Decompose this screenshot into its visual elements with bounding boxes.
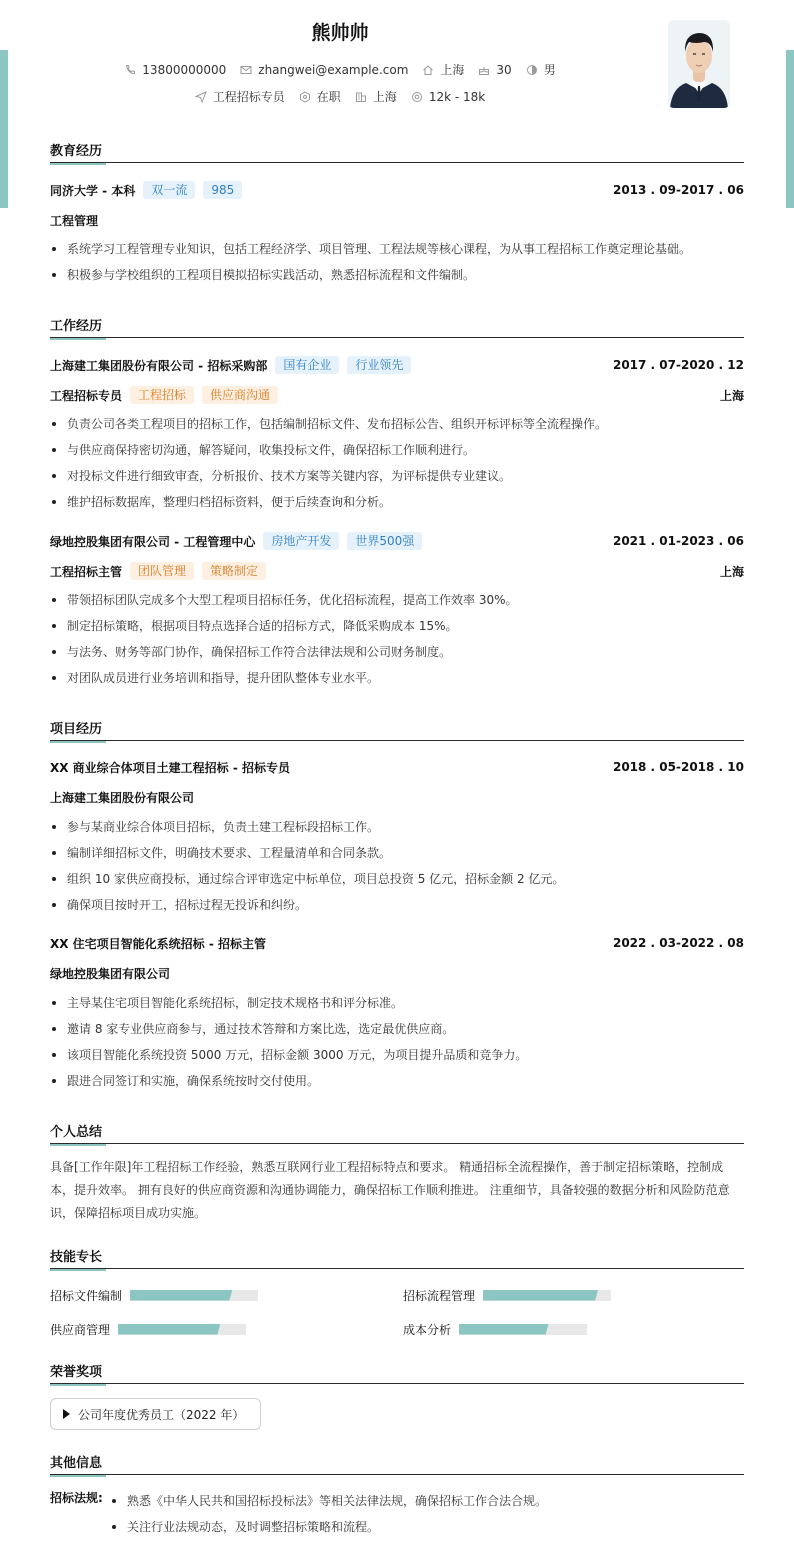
title-accent <box>50 1144 106 1146</box>
status-text: 在职 <box>316 90 341 104</box>
skill-item <box>403 1322 587 1336</box>
education-title: 教育经历 <box>50 144 103 159</box>
awards-header <box>50 1358 744 1384</box>
list-item: 主导某住宅项目智能化系统招标，制定技术规格书和评分标准。 <box>50 993 744 1019</box>
city-text: 上海 <box>440 63 465 77</box>
expected-city-text: 上海 <box>372 90 397 104</box>
list-item: 确保项目按时开工，招标过程无投诉和纠纷。 <box>50 895 744 921</box>
project-org: 绿地控股集团有限公司 <box>50 966 171 981</box>
title-accent <box>50 338 106 340</box>
gender-info <box>526 61 556 78</box>
summary-line: 本，提升效率。 拥有良好的供应商资源和沟通协调能力，确保招标工作顺利推进。 注重细节，具备较强的数据分析和风险防范意 <box>50 1183 730 1197</box>
email-info <box>240 63 408 77</box>
list-item: 带领招标团队完成多个大型工程项目招标任务，优化招标流程，提高工作效率 30%。 <box>50 590 744 616</box>
city-info <box>422 61 464 78</box>
work-location: 上海 <box>719 564 744 579</box>
summary-text <box>50 1156 744 1225</box>
skills-section <box>50 1243 744 1343</box>
role-row <box>50 385 744 405</box>
other-title: 其他信息 <box>50 1456 103 1471</box>
list-item: 熟悉《中华人民共和国招标投标法》等相关法律法规，确保招标工作合法合规。 <box>110 1491 744 1517</box>
list-item: 该项目智能化系统投资 5000 万元，招标金额 3000 万元，为项目提升品质和竞争力。 <box>50 1045 744 1071</box>
role-name: 工程招标主管 <box>50 564 123 579</box>
skill-item <box>50 1322 246 1336</box>
skill-bar-track <box>483 1290 611 1301</box>
other-bullets <box>110 1491 744 1543</box>
salary-text: 12k - 18k <box>428 89 486 104</box>
skill-bar-fill <box>483 1290 598 1301</box>
project-org-row <box>50 787 744 807</box>
project-bullets <box>50 817 744 921</box>
skill-item <box>50 1288 258 1302</box>
projects-section <box>50 715 744 1095</box>
age-text: 30 <box>496 62 512 77</box>
send-icon <box>195 91 207 103</box>
list-item: 积极参与学校组织的工程项目模拟招标实践活动，熟悉招标流程和文件编制。 <box>50 265 744 291</box>
list-item: 对团队成员进行业务培训和指导，提升团队整体专业水平。 <box>50 668 744 694</box>
coin-icon <box>411 91 423 103</box>
role-tag: 团队管理 <box>130 562 194 580</box>
project-entry-row <box>50 933 744 953</box>
project-entry-row <box>50 757 744 777</box>
avatar-illustration <box>668 20 730 108</box>
list-item: 组织 10 家供应商投标，通过综合评审选定中标单位，项目总投资 5 亿元，招标金额 2 亿元。 <box>50 869 744 895</box>
education-header <box>50 137 744 163</box>
award-text: 公司年度优秀员工（2022 年） <box>78 1407 245 1422</box>
home-icon <box>422 64 434 76</box>
project-period: 2022 . 03-2022 . 08 <box>612 936 744 950</box>
education-entry-row <box>50 180 744 200</box>
title-accent <box>50 1384 106 1386</box>
skill-bar-track <box>130 1290 258 1301</box>
work-entry-row <box>50 355 744 375</box>
skill-bar-fill <box>118 1324 220 1335</box>
list-item: 系统学习工程管理专业知识，包括工程经济学、项目管理、工程法规等核心课程，为从事工程招标工作奠定理论基础。 <box>50 239 744 265</box>
work-period: 2017 . 07-2020 . 12 <box>612 358 744 372</box>
school-tag: 双一流 <box>143 181 195 199</box>
list-item: 参与某商业综合体项目招标，负责土建工程标段招标工作。 <box>50 817 744 843</box>
status-info <box>299 88 341 105</box>
company-tag: 行业领先 <box>347 356 411 374</box>
skill-name: 供应商管理 <box>50 1322 111 1337</box>
skill-bar-track <box>459 1324 587 1335</box>
title-accent <box>50 163 106 165</box>
intent-row <box>0 88 680 105</box>
list-item: 编制详细招标文件，明确技术要求、工程量清单和合同条款。 <box>50 843 744 869</box>
company-tag: 世界500强 <box>347 532 422 550</box>
education-bullets <box>50 239 744 291</box>
work-header <box>50 312 744 338</box>
list-item: 负责公司各类工程项目的招标工作，包括编制招标文件、发布招标公告、组织开标评标等全流程操作。 <box>50 414 744 440</box>
work-period: 2021 . 01-2023 . 06 <box>612 534 744 548</box>
education-section <box>50 137 744 287</box>
list-item: 对投标文件进行细致审查，分析报价、技术方案等关键内容，为评标提供专业建议。 <box>50 466 744 492</box>
job-target-info <box>195 88 285 105</box>
company-name: 绿地控股集团有限公司 - 工程管理中心 <box>50 534 256 549</box>
summary-header <box>50 1118 744 1144</box>
work-section <box>50 312 744 692</box>
caret-right-icon <box>63 1409 70 1419</box>
list-item: 关注行业法规动态，及时调整招标策略和流程。 <box>110 1517 744 1543</box>
project-period: 2018 . 05-2018 . 10 <box>612 760 744 774</box>
phone-info <box>124 63 226 77</box>
role-row <box>50 561 744 581</box>
gender-icon <box>526 64 538 76</box>
email-text: zhangwei@example.com <box>258 62 409 77</box>
project-name: XX 商业综合体项目土建工程招标 - 招标专员 <box>50 760 291 775</box>
work-title: 工作经历 <box>50 319 103 334</box>
project-name: XX 住宅项目智能化系统招标 - 招标主管 <box>50 936 267 951</box>
job-target-text: 工程招标专员 <box>212 90 285 104</box>
candidate-name: 熊帅帅 <box>311 22 369 44</box>
contact-row <box>0 61 680 78</box>
role-tag: 策略制定 <box>202 562 266 580</box>
phone-text: 13800000000 <box>142 62 227 77</box>
skill-bar-fill <box>130 1290 232 1301</box>
other-section <box>50 1449 744 1549</box>
award-item[interactable] <box>50 1398 261 1430</box>
skill-bar-track <box>118 1324 246 1335</box>
projects-title: 项目经历 <box>50 722 103 737</box>
work-location: 上海 <box>719 388 744 403</box>
title-accent <box>50 1475 106 1477</box>
age-info <box>478 63 511 77</box>
awards-title: 荣誉奖项 <box>50 1365 103 1380</box>
expected-city-info <box>355 88 397 105</box>
phone-icon <box>124 64 136 76</box>
summary-title: 个人总结 <box>50 1125 103 1140</box>
summary-section <box>50 1118 744 1228</box>
skill-name: 招标流程管理 <box>403 1288 476 1303</box>
work-bullets <box>50 590 744 694</box>
role-name: 工程招标专员 <box>50 388 123 403</box>
status-icon <box>299 91 311 103</box>
building-icon <box>355 91 367 103</box>
role-tag: 供应商沟通 <box>202 386 278 404</box>
salary-info <box>411 90 485 104</box>
list-item: 邀请 8 家专业供应商参与，通过技术答辩和方案比选，选定最优供应商。 <box>50 1019 744 1045</box>
company-tag: 国有企业 <box>275 356 339 374</box>
project-bullets <box>50 993 744 1097</box>
title-accent <box>50 1269 106 1271</box>
gender-text: 男 <box>543 63 556 77</box>
project-org-row <box>50 963 744 983</box>
other-header <box>50 1449 744 1475</box>
list-item: 维护招标数据库，整理归档招标资料，便于后续查询和分析。 <box>50 492 744 518</box>
skill-name: 招标文件编制 <box>50 1288 123 1303</box>
project-org: 上海建工集团股份有限公司 <box>50 790 195 805</box>
cake-icon <box>478 64 490 76</box>
skill-bar-fill <box>459 1324 549 1335</box>
skills-title: 技能专长 <box>50 1250 103 1265</box>
list-item: 跟进合同签订和实施，确保系统按时交付使用。 <box>50 1071 744 1097</box>
mail-icon <box>240 64 252 76</box>
resume-header <box>0 0 794 120</box>
major-row <box>50 210 744 230</box>
summary-line: 具备[工作年限]年工程招标工作经验，熟悉互联网行业工程招标特点和要求。 精通招标全流程操作，善于制定招标策略，控制成 <box>50 1160 724 1174</box>
list-item: 制定招标策略，根据项目特点选择合适的招标方式，降低采购成本 15%。 <box>50 616 744 642</box>
list-item: 与法务、财务等部门协作，确保招标工作符合法律法规和公司财务制度。 <box>50 642 744 668</box>
work-entry-row <box>50 531 744 551</box>
other-label: 招标法规: <box>50 1491 103 1505</box>
list-item: 与供应商保持密切沟通，解答疑问，收集投标文件，确保招标工作顺利进行。 <box>50 440 744 466</box>
profile-photo <box>668 20 730 108</box>
company-tag: 房地产开发 <box>263 532 339 550</box>
awards-section <box>50 1358 744 1438</box>
skills-header <box>50 1243 744 1269</box>
school-tag: 985 <box>203 181 242 199</box>
skill-item <box>403 1288 611 1302</box>
title-accent <box>50 741 106 743</box>
school-name: 同济大学 - 本科 <box>50 183 136 198</box>
work-bullets <box>50 414 744 518</box>
projects-header <box>50 715 744 741</box>
company-name: 上海建工集团股份有限公司 - 招标采购部 <box>50 358 268 373</box>
skill-name: 成本分析 <box>403 1322 452 1337</box>
major-name: 工程管理 <box>50 213 99 228</box>
summary-line: 识，保障招标项目成功实施。 <box>50 1206 207 1220</box>
education-period: 2013 . 09-2017 . 06 <box>612 183 744 197</box>
role-tag: 工程招标 <box>130 386 194 404</box>
